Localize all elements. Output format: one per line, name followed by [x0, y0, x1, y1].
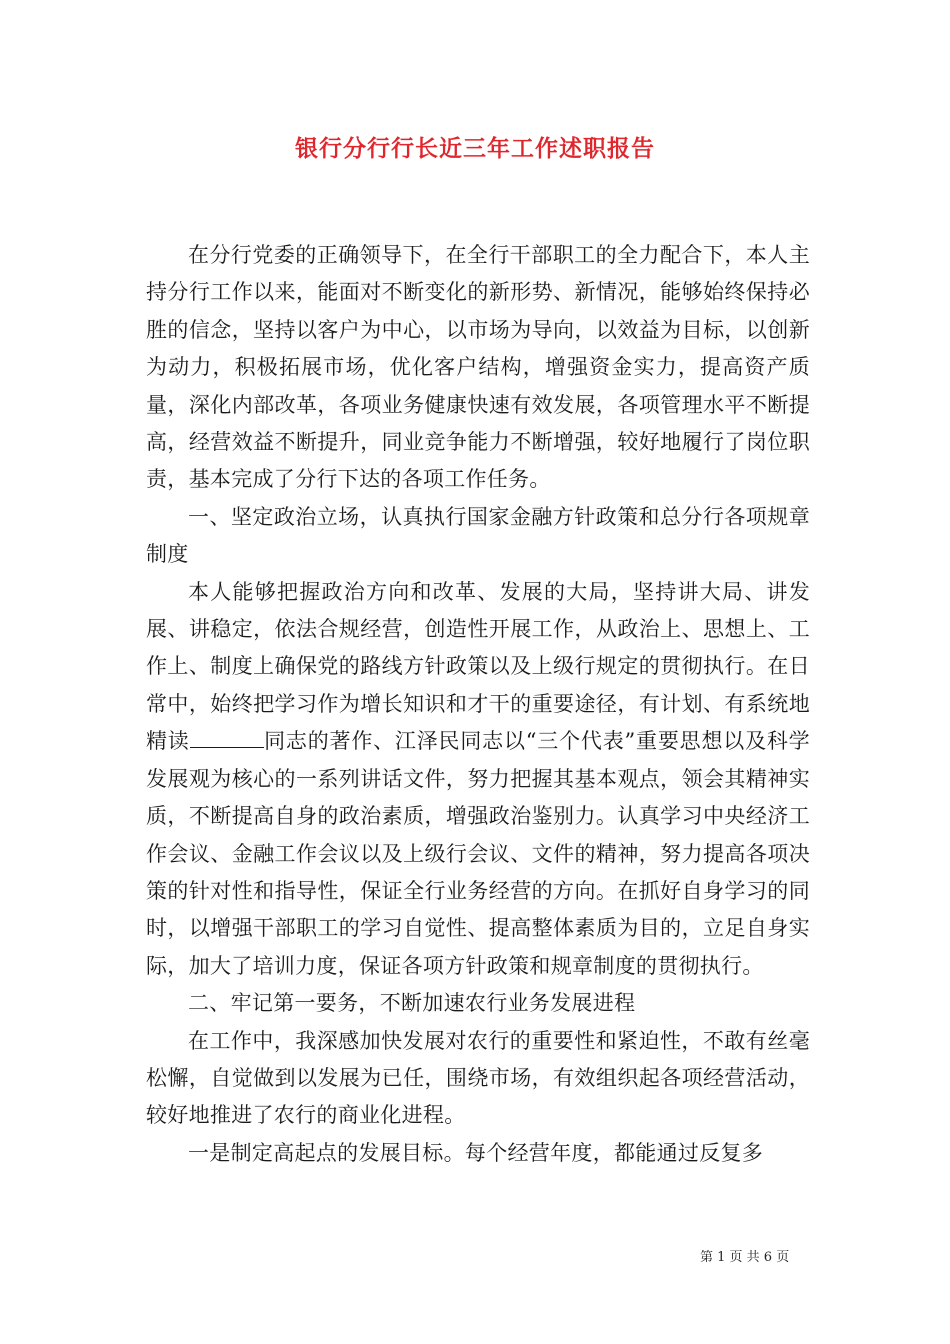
- paragraph-development: 在工作中，我深感加快发展对农行的重要性和紧迫性，不敢有丝毫松懈，自觉做到以发展为已任，围绕市场，有效组织起各项经营活动，较好地推进了农行的商业化进程。: [146, 1028, 810, 1128]
- page-number-footer: 第 1 页 共 6 页: [700, 1250, 790, 1265]
- document-title: 银行分行行长近三年工作述职报告: [295, 135, 655, 162]
- paragraph-political: [146, 574, 810, 985]
- paragraph-political-part2: 同志的著作、江泽民同志以“三个代表”重要思想以及科学发展观为核心的一系列讲话文件，努力把握其基本观点，领会其精神实质，不断提高自身的政治素质，增强政治鉴别力。认真学习中央经济工作会议、金融工作会议以及上级行会议、文件的精神，努力提高各项决策的针对性和指导性，保证全行业务经营的方向。在抓好自身学习的同时，以增强干部职工的学习自觉性、提高整体素质为目的，立足自身实际，加大了培训力度，保证各项方针政策和规章制度的贯彻执行。: [146, 729, 810, 978]
- section-heading-1: 一、坚定政治立场，认真执行国家金融方针政策和总分行各项规章制度: [146, 504, 810, 567]
- paragraph-goal: 一是制定高起点的发展目标。每个经营年度，都能通过反复多: [188, 1140, 764, 1165]
- section-heading-2: 二、牢记第一要务，不断加速农行业务发展进程: [188, 991, 636, 1016]
- blank-underline: [190, 729, 264, 748]
- document-body: [146, 237, 810, 1172]
- paragraph-intro: 在分行党委的正确领导下，在全行干部职工的全力配合下，本人主持分行工作以来，能面对不断变化的新形势、新情况，能够始终保持必胜的信念，坚持以客户为中心，以市场为导向，以效益为目标，以创新为动力，积极拓展市场，优化客户结构，增强资金实力，提高资产质量，深化内部改革，各项业务健康快速有效发展，各项管理水平不断提高，经营效益不断提升，同业竞争能力不断增强，较好地履行了岗位职责，基本完成了分行下达的各项工作任务。: [146, 243, 810, 492]
- paragraph-political-part1: 本人能够把握政治方向和改革、发展的大局，坚持讲大局、讲发展、讲稳定，依法合规经营，创造性开展工作，从政治上、思想上、工作上、制度上确保党的路线方针政策以及上级行规定的贯彻执行。在日常中，始终把学习作为增长知识和才干的重要途径，有计划、有系统地精读: [146, 579, 810, 754]
